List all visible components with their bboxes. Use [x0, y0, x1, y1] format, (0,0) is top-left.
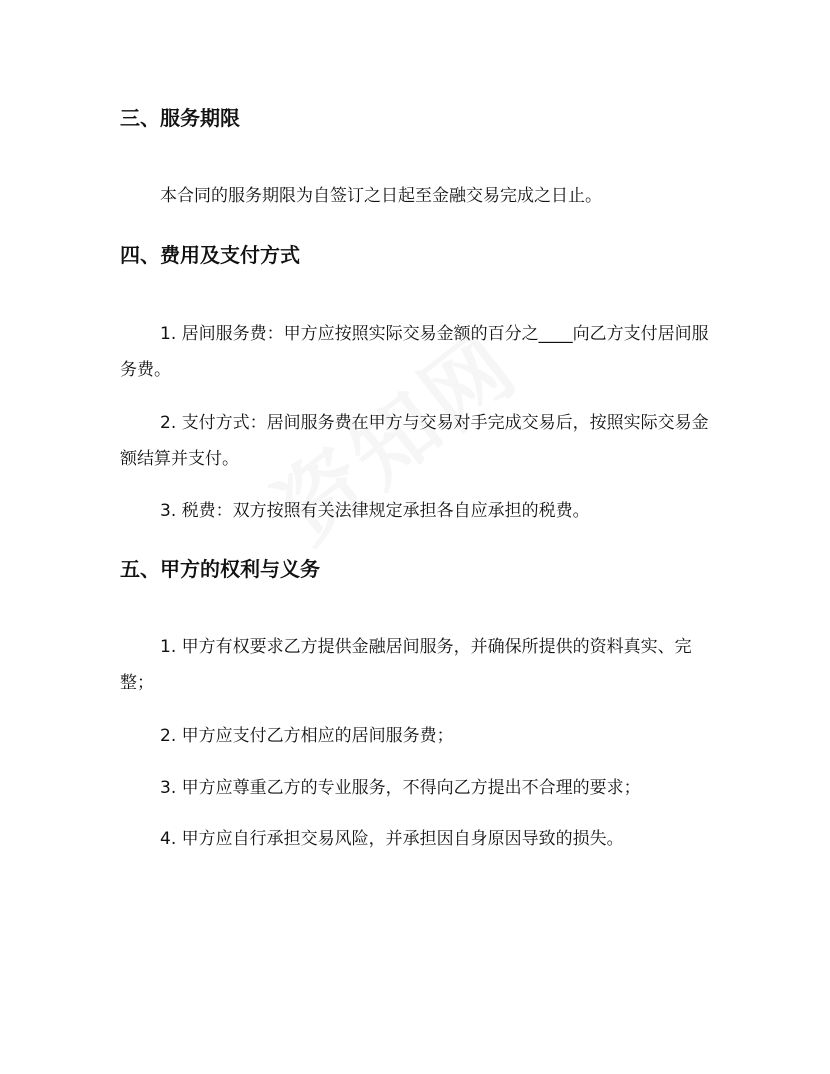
paragraph-brokerage-fee: 1. 居间服务费：甲方应按照实际交易金额的百分之____向乙方支付居间服务费。 [120, 324, 709, 380]
section-heading-party-a-rights: 五、甲方的权利与义务 [120, 557, 320, 581]
paragraph-payment-method: 2. 支付方式：居间服务费在甲方与交易对手完成交易后，按照实际交易金额结算并支付。 [120, 413, 709, 469]
paragraph-party-a-right-3: 3. 甲方应尊重乙方的专业服务，不得向乙方提出不合理的要求； [160, 778, 641, 798]
section-heading-fees-payment: 四、费用及支付方式 [120, 243, 300, 267]
paragraph-taxes: 3. 税费：双方按照有关法律规定承担各自应承担的税费。 [160, 501, 590, 521]
paragraph-party-a-right-2: 2. 甲方应支付乙方相应的居间服务费； [160, 726, 454, 746]
paragraph-service-term: 本合同的服务期限为自签订之日起至金融交易完成之日止。 [160, 186, 602, 206]
section-heading-service-term: 三、服务期限 [120, 106, 240, 130]
paragraph-party-a-right-1: 1. 甲方有权要求乙方提供金融居间服务，并确保所提供的资料真实、完整； [120, 637, 692, 693]
paragraph-party-a-right-4: 4. 甲方应自行承担交易风险，并承担因自身原因导致的损失。 [160, 829, 624, 849]
